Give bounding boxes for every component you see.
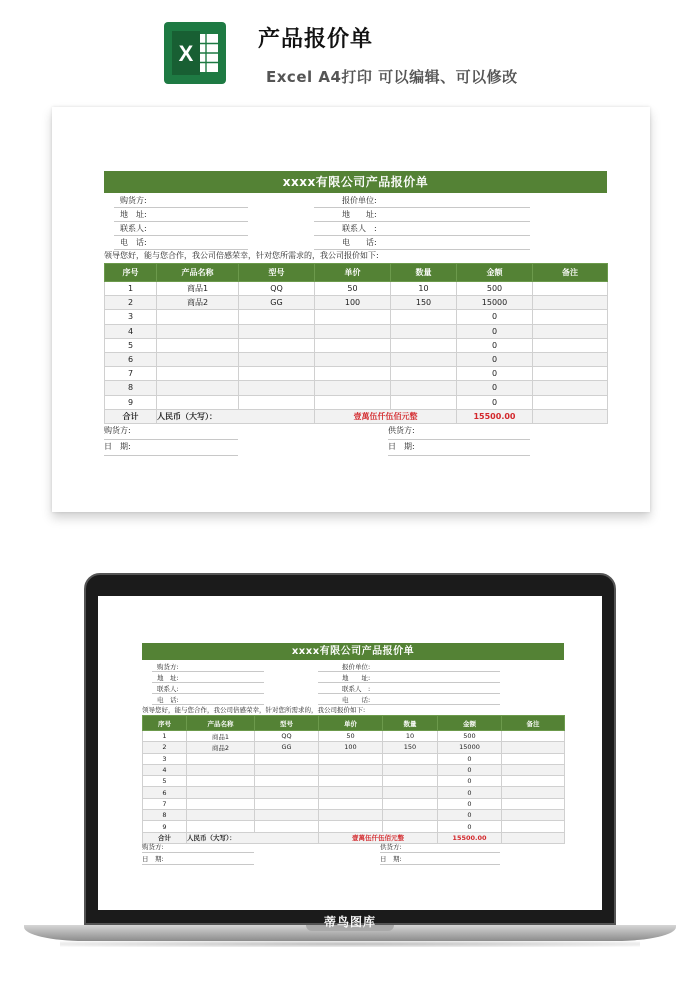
table-cell[interactable] [239, 324, 315, 338]
info-label-right: 地 址: [342, 674, 371, 682]
table-cell[interactable]: 0 [438, 787, 502, 798]
table-cell[interactable]: 5 [105, 338, 157, 352]
table-cell[interactable] [319, 776, 383, 787]
table-cell[interactable] [319, 798, 383, 809]
table-row [143, 821, 565, 832]
table-cell[interactable] [157, 310, 239, 324]
table-cell[interactable]: 7 [105, 367, 157, 381]
greeting-text: 领导您好，能与您合作，我公司倍感荣幸，针对您所需求的，我公司报价如下: [104, 251, 379, 260]
table-cell[interactable]: GG [239, 296, 315, 310]
laptop-shadow [60, 941, 640, 947]
table-cell[interactable]: 6 [105, 352, 157, 366]
table-cell[interactable] [319, 810, 383, 821]
table-cell[interactable]: 150 [391, 296, 457, 310]
column-header: 金额 [438, 716, 502, 731]
table-cell[interactable] [502, 753, 565, 764]
table-cell[interactable]: 10 [383, 731, 438, 742]
table-cell[interactable] [533, 324, 608, 338]
info-label-right: 电 话: [342, 696, 371, 704]
table-cell[interactable] [187, 753, 255, 764]
footer-field-left[interactable] [104, 440, 238, 456]
info-field-right[interactable] [314, 222, 530, 236]
info-row [142, 694, 564, 705]
table-row [105, 296, 608, 310]
table-cell[interactable]: 15000 [438, 742, 502, 753]
footer-field-right[interactable] [380, 853, 500, 865]
table-cell[interactable]: 8 [105, 381, 157, 395]
table-cell[interactable] [383, 764, 438, 775]
table-cell[interactable] [383, 753, 438, 764]
table-cell[interactable] [157, 324, 239, 338]
column-header: 型号 [239, 264, 315, 282]
table-cell[interactable]: 50 [315, 282, 391, 296]
table-cell[interactable] [315, 381, 391, 395]
total-label: 合计 [143, 832, 187, 843]
table-cell[interactable] [533, 395, 608, 409]
info-label-right: 电 话: [342, 238, 377, 247]
table-cell[interactable]: 0 [457, 338, 533, 352]
table-cell[interactable] [533, 310, 608, 324]
table-cell[interactable] [502, 798, 565, 809]
table-cell[interactable]: 1 [105, 282, 157, 296]
footer-label-right: 日 期: [380, 855, 402, 863]
table-cell[interactable] [319, 753, 383, 764]
table-cell[interactable]: GG [255, 742, 319, 753]
column-header: 产品名称 [157, 264, 239, 282]
info-field-left[interactable] [114, 194, 248, 208]
table-cell[interactable] [315, 338, 391, 352]
table-cell[interactable] [391, 352, 457, 366]
table-cell[interactable]: 0 [438, 798, 502, 809]
table-row [105, 282, 608, 296]
total-remark [502, 832, 565, 843]
page-header [0, 0, 700, 100]
column-header: 序号 [143, 716, 187, 731]
footer-field-right[interactable] [388, 440, 530, 456]
table-cell[interactable]: 2 [143, 742, 187, 753]
table-cell[interactable] [255, 776, 319, 787]
total-amount: 15500.00 [438, 832, 502, 843]
table-cell[interactable] [187, 776, 255, 787]
table-cell[interactable] [391, 395, 457, 409]
table-row [143, 764, 565, 775]
table-cell[interactable] [502, 821, 565, 832]
table-cell[interactable] [533, 367, 608, 381]
table-cell[interactable] [533, 296, 608, 310]
table-header-row [105, 264, 608, 282]
currency-label: 人民币（大写）： [187, 832, 319, 843]
table-cell[interactable]: 0 [438, 753, 502, 764]
table-cell[interactable] [255, 753, 319, 764]
table-row [143, 810, 565, 821]
amount-in-words: 壹萬伍仟伍佰元整 [315, 409, 457, 423]
table-cell[interactable]: 0 [457, 310, 533, 324]
table-cell[interactable] [391, 367, 457, 381]
table-cell[interactable] [239, 352, 315, 366]
table-cell[interactable]: 6 [143, 787, 187, 798]
info-field-left[interactable] [114, 222, 248, 236]
greeting-text: 领导您好，能与您合作，我公司倍感荣幸，针对您所需求的，我公司报价如下: [142, 706, 366, 714]
table-cell[interactable] [383, 787, 438, 798]
table-cell[interactable] [391, 338, 457, 352]
column-header: 备注 [502, 716, 565, 731]
table-cell[interactable]: 0 [438, 776, 502, 787]
footer-field-left[interactable] [142, 853, 254, 865]
table-cell[interactable] [315, 324, 391, 338]
footer-label-left: 购货方: [142, 843, 164, 851]
table-cell[interactable] [255, 764, 319, 775]
table-cell[interactable]: 100 [319, 742, 383, 753]
table-cell[interactable]: 0 [457, 395, 533, 409]
info-row [104, 194, 607, 208]
table-cell[interactable] [383, 798, 438, 809]
total-amount: 15500.00 [457, 409, 533, 423]
table-cell[interactable] [255, 787, 319, 798]
table-cell[interactable]: 3 [105, 310, 157, 324]
table-cell[interactable] [187, 821, 255, 832]
info-label-left: 联系人: [120, 224, 147, 233]
table-cell[interactable]: 0 [438, 764, 502, 775]
info-row [104, 236, 607, 250]
quote-table [104, 263, 608, 424]
info-field-left[interactable] [152, 694, 264, 705]
table-cell[interactable] [315, 395, 391, 409]
info-label-left: 地 址: [157, 674, 179, 682]
table-cell[interactable] [157, 352, 239, 366]
info-field-left[interactable] [114, 236, 248, 250]
table-row [105, 381, 608, 395]
table-header-row [143, 716, 565, 731]
table-cell[interactable] [502, 742, 565, 753]
table-cell[interactable]: 商品2 [187, 742, 255, 753]
table-cell[interactable] [315, 352, 391, 366]
table-cell[interactable] [502, 810, 565, 821]
sheet-banner: xxxx有限公司产品报价单 [104, 171, 607, 193]
table-row [105, 352, 608, 366]
table-cell[interactable] [187, 810, 255, 821]
table-cell[interactable] [239, 310, 315, 324]
table-cell[interactable]: 0 [438, 810, 502, 821]
table-cell[interactable] [239, 381, 315, 395]
table-cell[interactable] [319, 764, 383, 775]
table-cell[interactable] [239, 367, 315, 381]
total-remark [533, 409, 608, 423]
table-cell[interactable] [391, 324, 457, 338]
table-cell[interactable] [157, 338, 239, 352]
table-cell[interactable]: 商品2 [157, 296, 239, 310]
table-cell[interactable]: 8 [143, 810, 187, 821]
info-label-left: 购货方: [157, 663, 179, 671]
table-cell[interactable] [315, 310, 391, 324]
footer-label-left: 日 期: [104, 442, 131, 451]
table-cell[interactable] [533, 338, 608, 352]
footer-label-left: 购货方: [104, 426, 131, 435]
currency-label: 人民币（大写）： [157, 409, 315, 423]
table-cell[interactable] [187, 764, 255, 775]
footer-label-right: 供货方: [380, 843, 402, 851]
table-cell[interactable] [383, 821, 438, 832]
table-cell[interactable] [187, 798, 255, 809]
table-cell[interactable] [502, 787, 565, 798]
column-header: 单价 [315, 264, 391, 282]
table-row [143, 798, 565, 809]
table-cell[interactable] [239, 395, 315, 409]
table-cell[interactable]: 500 [457, 282, 533, 296]
laptop-brand-label: 蒂鸟图库 [323, 915, 376, 929]
column-header: 型号 [255, 716, 319, 731]
table-cell[interactable]: 15000 [457, 296, 533, 310]
excel-icon [164, 22, 226, 84]
table-cell[interactable]: 10 [391, 282, 457, 296]
footer-field-left[interactable] [104, 424, 238, 440]
info-label-right: 报价单位: [342, 196, 377, 205]
column-header: 产品名称 [187, 716, 255, 731]
info-row [142, 683, 564, 694]
info-label-right: 联系人 : [342, 224, 377, 233]
table-row [105, 338, 608, 352]
column-header: 单价 [319, 716, 383, 731]
table-cell[interactable] [383, 810, 438, 821]
table-cell[interactable]: 100 [315, 296, 391, 310]
info-field-left[interactable] [152, 672, 264, 683]
table-cell[interactable] [502, 764, 565, 775]
info-field-right[interactable] [318, 694, 500, 705]
table-cell[interactable] [533, 352, 608, 366]
table-cell[interactable]: 4 [105, 324, 157, 338]
info-field-right[interactable] [314, 194, 530, 208]
table-cell[interactable]: 7 [143, 798, 187, 809]
info-field-right[interactable] [314, 208, 530, 222]
table-row [143, 742, 565, 753]
amount-in-words: 壹萬伍仟伍佰元整 [319, 832, 438, 843]
table-cell[interactable] [502, 731, 565, 742]
footer-field-right[interactable] [388, 424, 530, 440]
table-cell[interactable]: 9 [143, 821, 187, 832]
total-row [105, 409, 608, 423]
table-cell[interactable]: 2 [105, 296, 157, 310]
info-field-right[interactable] [318, 683, 500, 694]
footer-label-right: 供货方: [388, 426, 415, 435]
table-cell[interactable]: QQ [239, 282, 315, 296]
footer-label-right: 日 期: [388, 442, 415, 451]
table-cell[interactable]: 0 [457, 352, 533, 366]
total-label: 合计 [105, 409, 157, 423]
table-cell[interactable] [533, 282, 608, 296]
column-header: 金额 [457, 264, 533, 282]
table-cell[interactable]: 0 [457, 381, 533, 395]
table-cell[interactable] [319, 821, 383, 832]
info-label-right: 联系人 : [342, 685, 371, 693]
info-label-right: 地 址: [342, 210, 377, 219]
info-row [104, 222, 607, 236]
info-label-left: 地 址: [120, 210, 147, 219]
table-row [105, 310, 608, 324]
table-cell[interactable] [239, 338, 315, 352]
info-field-right[interactable] [318, 661, 500, 672]
table-cell[interactable]: 商品1 [187, 731, 255, 742]
column-header: 序号 [105, 264, 157, 282]
page-subtitle: Excel A4打印 可以编辑、可以修改 [266, 68, 518, 86]
table-cell[interactable]: 50 [319, 731, 383, 742]
info-row [142, 661, 564, 672]
table-row [143, 731, 565, 742]
column-header: 数量 [391, 264, 457, 282]
info-row [142, 672, 564, 683]
table-cell[interactable] [533, 381, 608, 395]
footer-field-left[interactable] [142, 841, 254, 853]
table-row [105, 324, 608, 338]
table-cell[interactable] [157, 395, 239, 409]
info-label-left: 联系人: [157, 685, 179, 693]
table-cell[interactable]: 0 [457, 324, 533, 338]
table-row [143, 776, 565, 787]
table-cell[interactable]: 3 [143, 753, 187, 764]
table-cell[interactable] [255, 810, 319, 821]
table-cell[interactable] [157, 381, 239, 395]
table-cell[interactable]: 商品1 [157, 282, 239, 296]
table-row [105, 367, 608, 381]
table-cell[interactable] [187, 787, 255, 798]
table-cell[interactable]: 1 [143, 731, 187, 742]
table-row [143, 753, 565, 764]
table-row [143, 787, 565, 798]
footer-field-right[interactable] [380, 841, 500, 853]
quote-table [142, 715, 565, 844]
info-label-left: 电 话: [120, 238, 147, 247]
table-cell[interactable] [319, 787, 383, 798]
table-cell[interactable] [315, 367, 391, 381]
info-label-right: 报价单位: [342, 663, 371, 671]
info-block [104, 194, 607, 250]
table-row [105, 395, 608, 409]
column-header: 备注 [533, 264, 608, 282]
info-label-left: 电 话: [157, 696, 179, 704]
table-cell[interactable] [391, 310, 457, 324]
table-cell[interactable]: 4 [143, 764, 187, 775]
table-cell[interactable] [391, 381, 457, 395]
info-block [142, 661, 564, 705]
table-cell[interactable]: 9 [105, 395, 157, 409]
info-label-left: 购货方: [120, 196, 147, 205]
sheet-banner: xxxx有限公司产品报价单 [142, 643, 564, 660]
excel-logo-letter: X [178, 41, 194, 66]
table-cell[interactable]: 0 [457, 367, 533, 381]
table-cell[interactable] [383, 776, 438, 787]
info-row [104, 208, 607, 222]
table-cell[interactable] [255, 798, 319, 809]
column-header: 数量 [383, 716, 438, 731]
info-field-right[interactable] [318, 672, 500, 683]
table-cell[interactable]: 5 [143, 776, 187, 787]
footer-label-left: 日 期: [142, 855, 164, 863]
table-cell[interactable]: 0 [438, 821, 502, 832]
page-title: 产品报价单 [258, 27, 374, 52]
info-field-right[interactable] [314, 236, 530, 250]
table-cell[interactable]: 500 [438, 731, 502, 742]
info-field-left[interactable] [152, 683, 264, 694]
table-cell[interactable]: QQ [255, 731, 319, 742]
info-field-left[interactable] [152, 661, 264, 672]
table-cell[interactable]: 150 [383, 742, 438, 753]
table-cell[interactable] [502, 776, 565, 787]
table-cell[interactable] [157, 367, 239, 381]
info-field-left[interactable] [114, 208, 248, 222]
table-cell[interactable] [255, 821, 319, 832]
